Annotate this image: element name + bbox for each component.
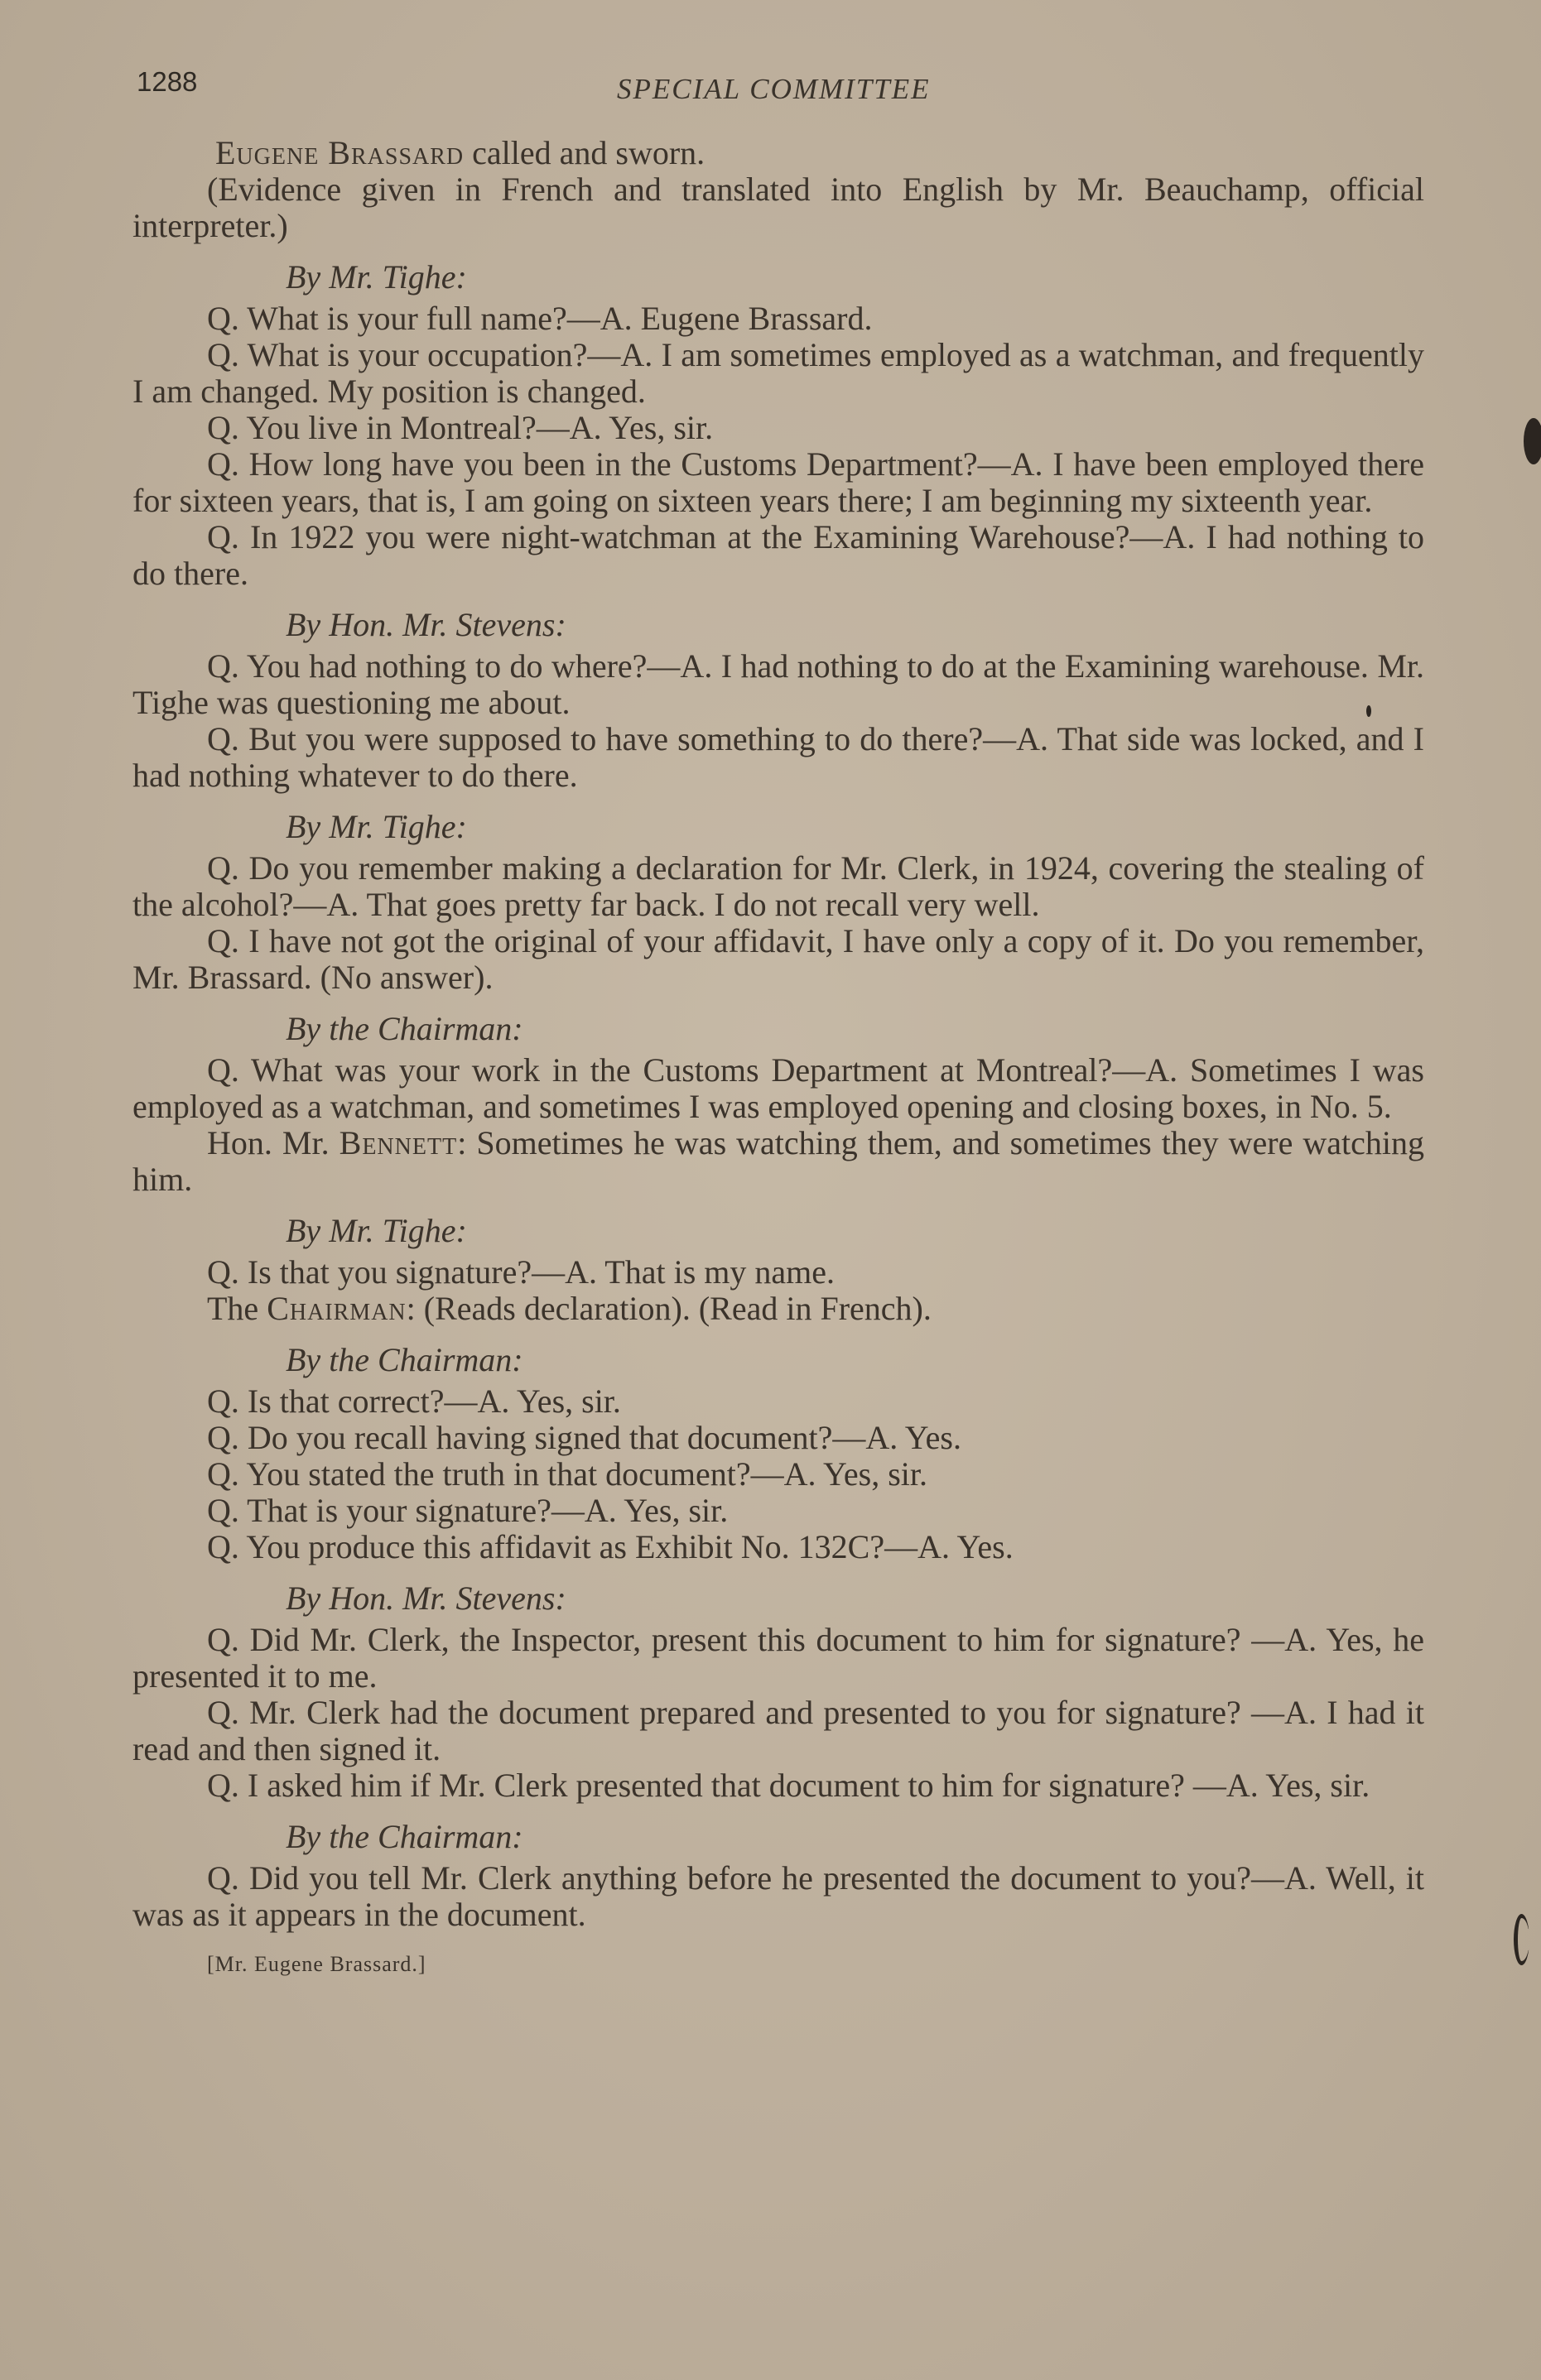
footer-witness-tag: [Mr. Eugene Brassard.] — [207, 1952, 426, 1976]
statement-speaker: Chairman — [267, 1290, 407, 1327]
qa-line: Q. You produce this affidavit as Exhibit No. 132C?—A. Yes. — [207, 1528, 1014, 1565]
examination-section — [132, 259, 1424, 592]
qa-line: Q. Did Mr. Clerk, the Inspector, present this document to him for signature? —A. Yes, he presented it to me. — [132, 1621, 1424, 1695]
qa-line: Q. What is your occupation?—A. I am sometimes employed as a watchman, and frequently I am changed. My position is changed. — [132, 336, 1424, 410]
page-header — [0, 66, 1541, 116]
binding-hole-mark — [1514, 1914, 1529, 1965]
examination-section — [132, 1342, 1424, 1565]
witness-name: Eugene Brassard — [215, 134, 465, 171]
qa-line: Q. I asked him if Mr. Clerk presented that document to him for signature? —A. Yes, sir. — [207, 1767, 1370, 1804]
examiner-heading: By Hon. Mr. Stevens: — [286, 606, 566, 643]
examination-section — [132, 1011, 1424, 1198]
examiner-heading: By Mr. Tighe: — [286, 1212, 467, 1249]
qa-line: Q. I have not got the original of your affidavit, I have only a copy of it. Do you remember, Mr. Brassard. (No answer). — [132, 922, 1424, 996]
qa-line: Q. What is your full name?—A. Eugene Brassard. — [207, 300, 873, 337]
examination-section — [132, 1580, 1424, 1804]
statement-speaker: Bennett — [339, 1124, 458, 1161]
examination-section — [132, 1213, 1424, 1327]
qa-line: Q. Mr. Clerk had the document prepared and presented to you for signature? —A. I had it read and then signed it. — [132, 1694, 1424, 1767]
examination-section — [132, 809, 1424, 996]
qa-line: Q. But you were supposed to have something to do there?—A. That side was locked, and I had nothing whatever to do there. — [132, 720, 1424, 794]
qa-line: Q. That is your signature?—A. Yes, sir. — [207, 1492, 729, 1529]
examiner-heading: By Mr. Tighe: — [286, 258, 467, 296]
examination-section — [132, 1819, 1424, 1933]
interpreter-note: (Evidence given in French and translated into English by Mr. Beauchamp, official interpreter.) — [132, 171, 1424, 244]
ink-speck — [1366, 705, 1371, 717]
running-head: SPECIAL COMMITTEE — [617, 73, 931, 105]
transcript-body — [132, 135, 1424, 1983]
qa-line: Q. In 1922 you were night-watchman at the Examining Warehouse?—A. I had nothing to do there. — [132, 518, 1424, 592]
qa-line: Q. Is that you signature?—A. That is my name. — [207, 1253, 836, 1291]
qa-line: Q. You live in Montreal?—A. Yes, sir. — [207, 409, 714, 446]
qa-line: Q. How long have you been in the Customs Department?—A. I have been employed there for sixteen years, that is, I am going on sixteen years there; I am beginning my sixteenth year. — [132, 445, 1424, 519]
qa-line: Q. Do you recall having signed that document?—A. Yes. — [207, 1419, 961, 1456]
called-sworn-text: called and sworn. — [464, 134, 705, 171]
statement-text: : (Reads declaration). (Read in French). — [406, 1290, 932, 1327]
qa-line: Q. You stated the truth in that document?—A. Yes, sir. — [207, 1455, 927, 1493]
statement-prefix: Hon. Mr. — [207, 1124, 340, 1161]
qa-line: Q. Do you remember making a declaration for Mr. Clerk, in 1924, covering the stealing of the alcohol?—A. That goes pretty far back. I do not recall very well. — [132, 849, 1424, 923]
qa-line: Q. Is that correct?—A. Yes, sir. — [207, 1382, 621, 1420]
examiner-heading: By Hon. Mr. Stevens: — [286, 1579, 566, 1617]
examiner-heading: By the Chairman: — [286, 1341, 523, 1378]
statement-text: : Sometimes he was watching them, and sometimes they were watching him. — [132, 1124, 1424, 1198]
qa-line: Q. Did you tell Mr. Clerk anything before he presented the document to you?—A. Well, it was as it appears in the document. — [132, 1859, 1424, 1933]
qa-line: Q. What was your work in the Customs Department at Montreal?—A. Sometimes I was employed as a watchman, and sometimes I was employed opening and closing boxes, in No. 5. — [132, 1051, 1424, 1125]
witness-called-line — [132, 135, 1424, 171]
examiner-heading: By Mr. Tighe: — [286, 808, 467, 845]
examination-section — [132, 607, 1424, 794]
binding-hole-mark — [1524, 418, 1541, 464]
statement-line — [132, 1291, 1424, 1327]
examiner-heading: By the Chairman: — [286, 1010, 523, 1047]
examiner-heading: By the Chairman: — [286, 1818, 523, 1855]
statement-line — [132, 1125, 1424, 1198]
page-number: 1288 — [137, 66, 198, 97]
statement-prefix: The — [207, 1290, 267, 1327]
qa-line: Q. You had nothing to do where?—A. I had nothing to do at the Examining warehouse. Mr. Tighe was questioning me about. — [132, 647, 1424, 721]
